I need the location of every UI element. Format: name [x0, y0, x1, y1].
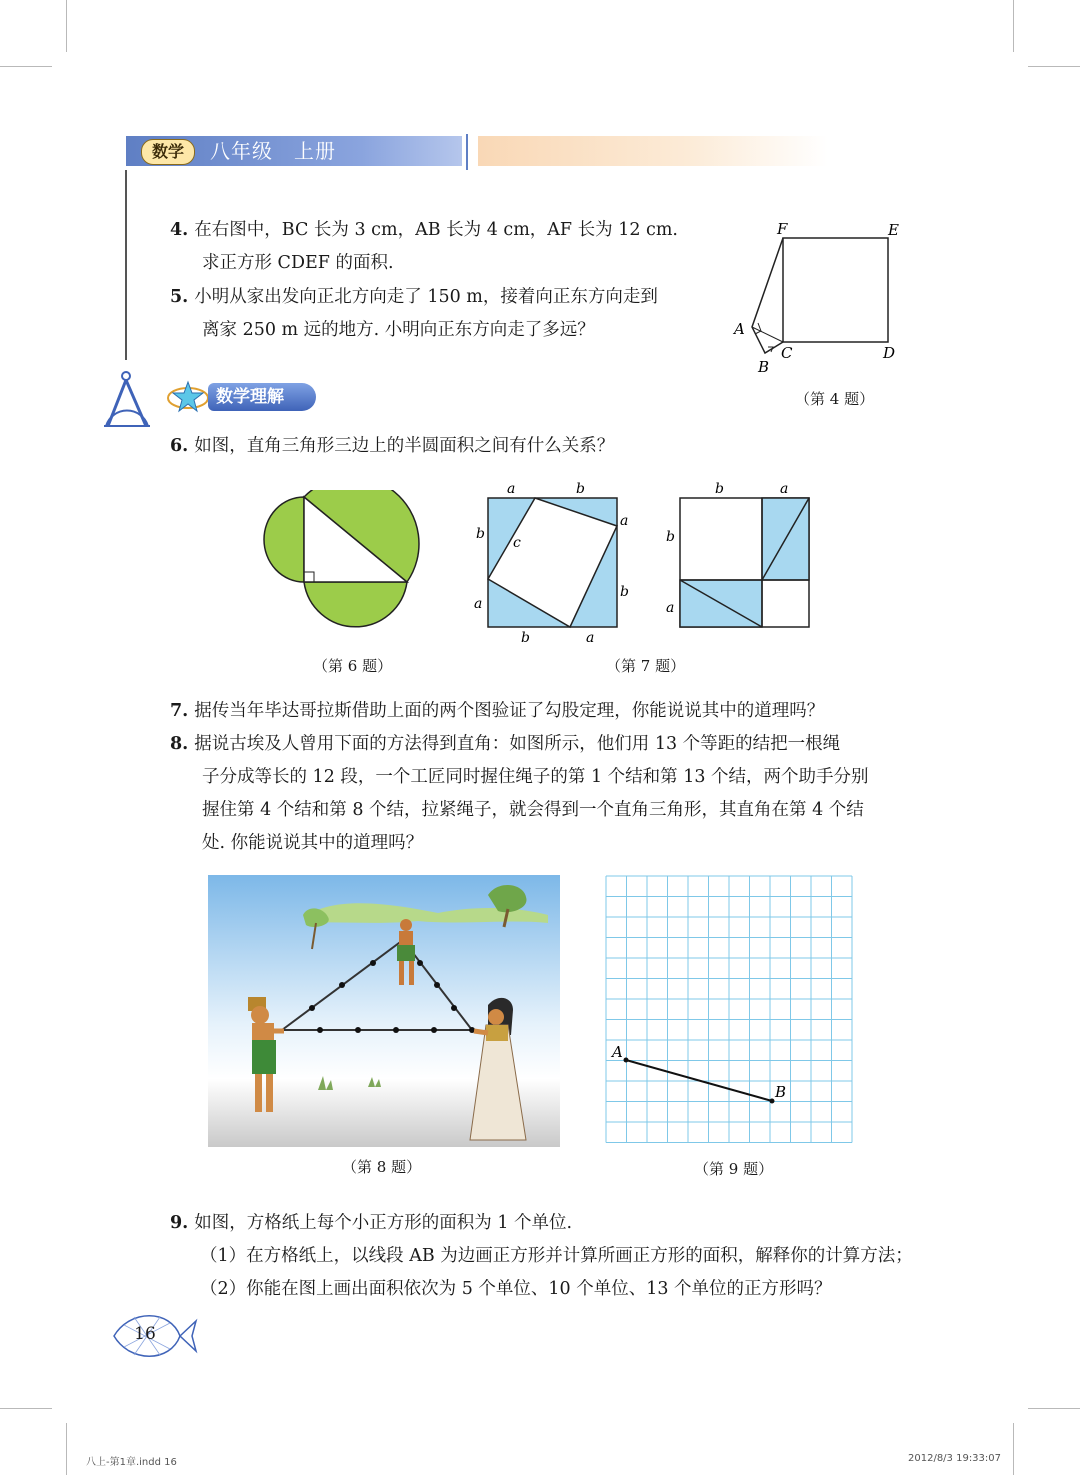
section-title: 数学理解 [208, 383, 316, 411]
figure-4-caption: （第 4 题） [795, 390, 875, 408]
svg-text:a: a [666, 600, 675, 616]
question-5-line-2: 离家 250 m 远的地方. 小明向正东方向走了多远？ [202, 320, 595, 340]
crop-mark [1028, 1408, 1080, 1409]
figure-8-illustration [208, 875, 560, 1147]
figure-7-right [660, 478, 820, 648]
svg-text:b: b [620, 584, 629, 600]
svg-text:a: a [780, 481, 789, 497]
figure-7-caption: （第 7 题） [606, 657, 686, 675]
crop-mark [1013, 1423, 1014, 1475]
figure-9-caption: （第 9 题） [694, 1160, 774, 1178]
question-4-line-2: 求正方形 CDEF 的面积. [202, 253, 394, 273]
header-divider [466, 134, 468, 170]
label-B: B [758, 358, 770, 376]
svg-text:a: a [507, 481, 516, 497]
question-8: 8. 据说古埃及人曾用下面的方法得到直角：如图所示，他们用 13 个等距的结把一根绳 [170, 734, 841, 754]
svg-text:a: a [474, 596, 483, 612]
label-A: A [734, 320, 745, 338]
margin-rule [125, 170, 127, 360]
svg-text:b: b [576, 481, 585, 497]
question-8-line-3: 握住第 4 个结和第 8 个结，拉紧绳子，就会得到一个直角三角形，其直角在第 4 个结 [202, 800, 864, 820]
question-7: 7. 据传当年毕达哥拉斯借助上面的两个图验证了勾股定理，你能说说其中的道理吗？ [170, 701, 825, 721]
crop-mark [1028, 66, 1080, 67]
crop-mark [0, 1408, 52, 1409]
svg-text:c: c [513, 535, 521, 551]
figure-6-caption: （第 6 题） [313, 657, 393, 675]
question-5: 5. 小明从家出发向正北方向走了 150 m，接着向正东方向走到 [170, 287, 658, 307]
star-orbit-icon [166, 378, 212, 416]
page-number: 16 [134, 1324, 156, 1344]
question-8-line-4: 处. 你能说说其中的道理吗？ [202, 833, 424, 853]
crop-mark [0, 66, 52, 67]
header-decoration [478, 136, 828, 166]
figure-9-grid [596, 872, 862, 1152]
question-4: 4. 在右图中，BC 长为 3 cm，AB 长为 4 cm，AF 长为 12 cm. [170, 220, 678, 240]
label-D: D [883, 344, 896, 362]
label-E: E [888, 221, 899, 239]
subject-badge: 数学 [141, 139, 195, 165]
label-A: A [612, 1043, 623, 1061]
svg-text:b: b [666, 529, 675, 545]
label-C: C [781, 344, 793, 362]
header-title: 八年级 上册 [210, 139, 336, 163]
svg-text:a: a [586, 630, 595, 646]
compass-icon [102, 368, 154, 430]
figure-6 [262, 490, 427, 640]
crop-mark [1013, 0, 1014, 52]
figure-4 [728, 216, 908, 376]
footer-timestamp: 2012/8/3 19:33:07 [908, 1453, 1002, 1464]
footer-file: 八上-第1章.indd 16 [86, 1457, 177, 1468]
crop-mark [66, 0, 67, 52]
svg-text:b: b [476, 526, 485, 542]
label-F: F [777, 220, 788, 238]
question-9-part-2: （2）你能在图上画出面积依次为 5 个单位、10 个单位、13 个单位的正方形吗？ [200, 1279, 832, 1299]
crop-mark [66, 1423, 67, 1475]
svg-text:a: a [620, 513, 629, 529]
svg-text:b: b [715, 481, 724, 497]
figure-7-left [470, 478, 632, 648]
figure-8-caption: （第 8 题） [342, 1158, 422, 1176]
question-6: 6. 如图，直角三角形三边上的半圆面积之间有什么关系？ [170, 436, 615, 456]
question-8-line-2: 子分成等长的 12 段，一个工匠同时握住绳子的第 1 个结和第 13 个结，两个助手分别 [202, 767, 869, 787]
question-9: 9. 如图，方格纸上每个小正方形的面积为 1 个单位. [170, 1213, 573, 1233]
svg-text:b: b [521, 630, 530, 646]
question-9-part-1: （1）在方格纸上，以线段 AB 为边画正方形并计算所画正方形的面积，解释你的计算方法； [200, 1246, 913, 1266]
label-B: B [775, 1083, 787, 1101]
